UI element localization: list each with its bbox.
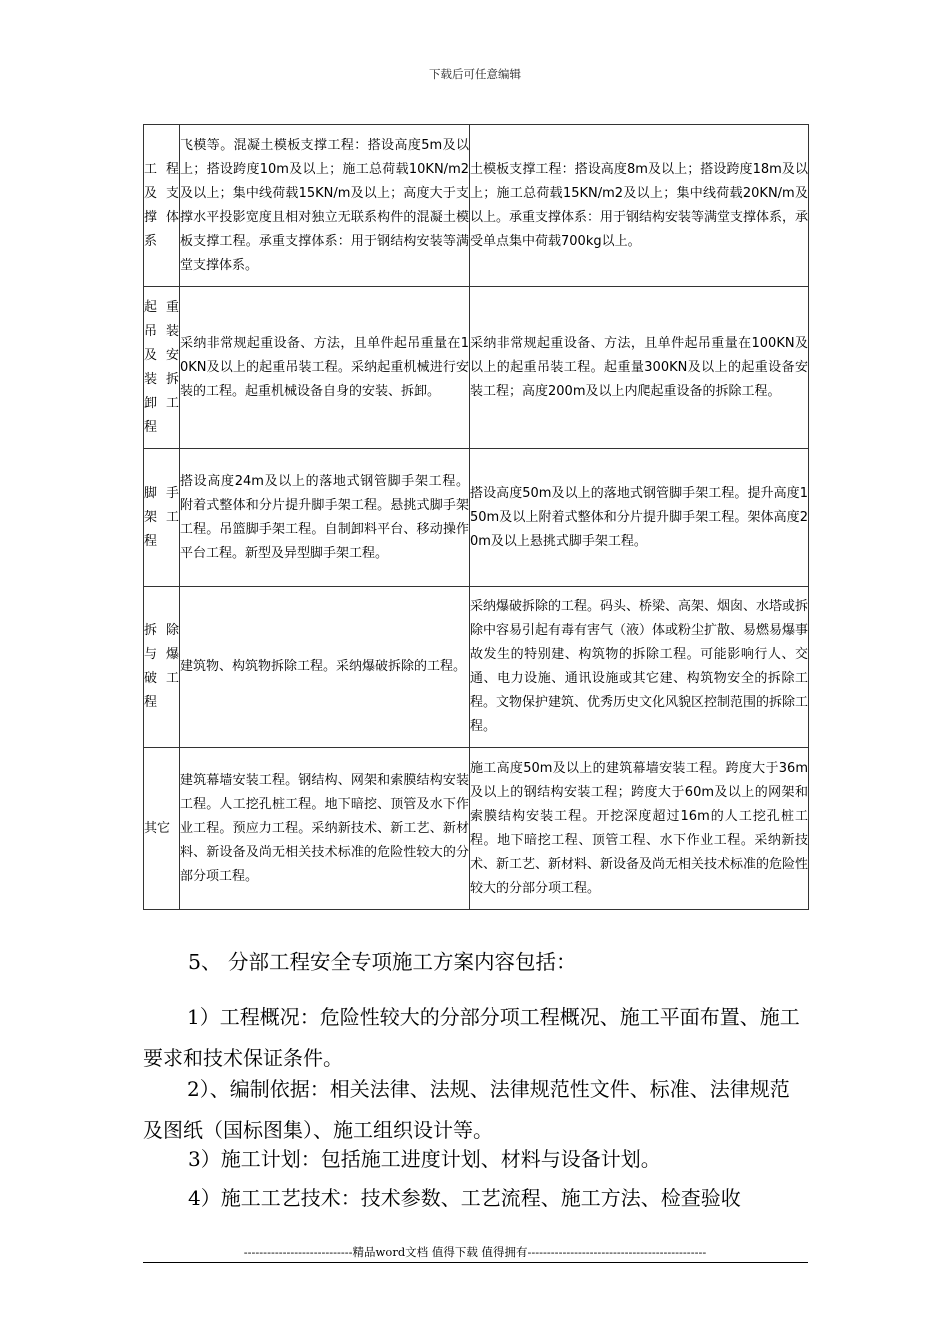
table-row	[144, 449, 809, 587]
expert-criteria-cell: 搭设高度50m及以上的落地式钢管脚手架工程。提升高度150m及以上附着式整体和分片提升脚手架工程。架体高度20m及以上悬挑式脚手架工程。	[470, 449, 809, 587]
expert-criteria-cell: 采纳非常规起重设备、方法，且单件起吊重量在100KN及以上的起重吊装工程。起重量300KN及以上的起重设备安装工程；高度200m及以上内爬起重设备的拆除工程。	[470, 287, 809, 449]
page-header: 下载后可任意编辑	[429, 67, 521, 81]
table-row	[144, 287, 809, 449]
criteria-cell: 采纳非常规起重设备、方法，且单件起吊重量在10KN及以上的起重吊装工程。采纳起重机械进行安装的工程。起重机械设备自身的安装、拆卸。	[180, 287, 470, 449]
table-row	[144, 748, 809, 910]
table-row	[144, 587, 809, 748]
category-cell: 起重吊装及安装拆卸工程	[144, 287, 180, 449]
risk-project-table	[143, 124, 809, 910]
list-item: 4）施工工艺技术：技术参数、工艺流程、施工方法、检查验收	[188, 1186, 741, 1210]
category-cell: 拆除与爆破工程	[144, 587, 180, 748]
category-cell: 其它	[144, 748, 180, 910]
list-item: 2）、编制依据：相关法律、法规、法律规范性文件、标准、法律规范及图纸（国标图集）、施工组织设计等。	[143, 1077, 790, 1142]
criteria-cell: 建筑物、构筑物拆除工程。采纳爆破拆除的工程。	[180, 587, 470, 748]
category-cell: 脚手架工程	[144, 449, 180, 587]
list-item: 1）工程概况：危险性较大的分部分项工程概况、施工平面布置、施工要求和技术保证条件。	[143, 1005, 800, 1070]
category-cell: 工程及支撑体系	[144, 125, 180, 287]
expert-criteria-cell: 采纳爆破拆除的工程。码头、桥梁、高架、烟囱、水塔或拆除中容易引起有毒有害气（液）体或粉尘扩散、易燃易爆事故发生的特别建、构筑物的拆除工程。可能影响行人、交通、电力设施、通讯设施或其它建、构筑物安全的拆除工程。文物保护建筑、优秀历史文化风貌区控制范围的拆除工程。	[470, 587, 809, 748]
expert-criteria-cell: 施工高度50m及以上的建筑幕墙安装工程。跨度大于36m及以上的钢结构安装工程；跨度大于60m及以上的网架和索膜结构安装工程。开挖深度超过16m的人工挖孔桩工程。地下暗挖工程、顶管工程、水下作业工程。采纳新技术、新工艺、新材料、新设备及尚无相关技术标准的危险性较大的分部分项工程。	[470, 748, 809, 910]
page-footer: ----------------------------精品word文档 值得下载 值得拥有----------------------------------------------	[243, 1245, 707, 1259]
list-item: 3）施工计划：包括施工进度计划、材料与设备计划。	[188, 1147, 661, 1171]
criteria-cell: 飞模等。混凝土模板支撑工程：搭设高度5m及以上；搭设跨度10m及以上；施工总荷载10KN/m2及以上；集中线荷载15KN/m及以上；高度大于支撑水平投影宽度且相对独立无联系构件的混凝土模板支撑工程。承重支撑体系：用于钢结构安装等满堂支撑体系。	[180, 125, 470, 287]
footer-divider	[143, 1262, 808, 1263]
table-row	[144, 125, 809, 287]
expert-criteria-cell: 土模板支撑工程：搭设高度8m及以上；搭设跨度18m及以上；施工总荷载15KN/m2及以上；集中线荷载20KN/m及以上。承重支撑体系：用于钢结构安装等满堂支撑体系，承受单点集中荷载700kg以上。	[470, 125, 809, 287]
criteria-cell: 建筑幕墙安装工程。钢结构、网架和索膜结构安装工程。人工挖孔桩工程。地下暗挖、顶管及水下作业工程。预应力工程。采纳新技术、新工艺、新材料、新设备及尚无相关技术标准的危险性较大的分部分项工程。	[180, 748, 470, 910]
criteria-cell: 搭设高度24m及以上的落地式钢管脚手架工程。附着式整体和分片提升脚手架工程。悬挑式脚手架工程。吊篮脚手架工程。自制卸料平台、移动操作平台工程。新型及异型脚手架工程。	[180, 449, 470, 587]
section-heading: 5、 分部工程安全专项施工方案内容包括：	[188, 950, 577, 974]
